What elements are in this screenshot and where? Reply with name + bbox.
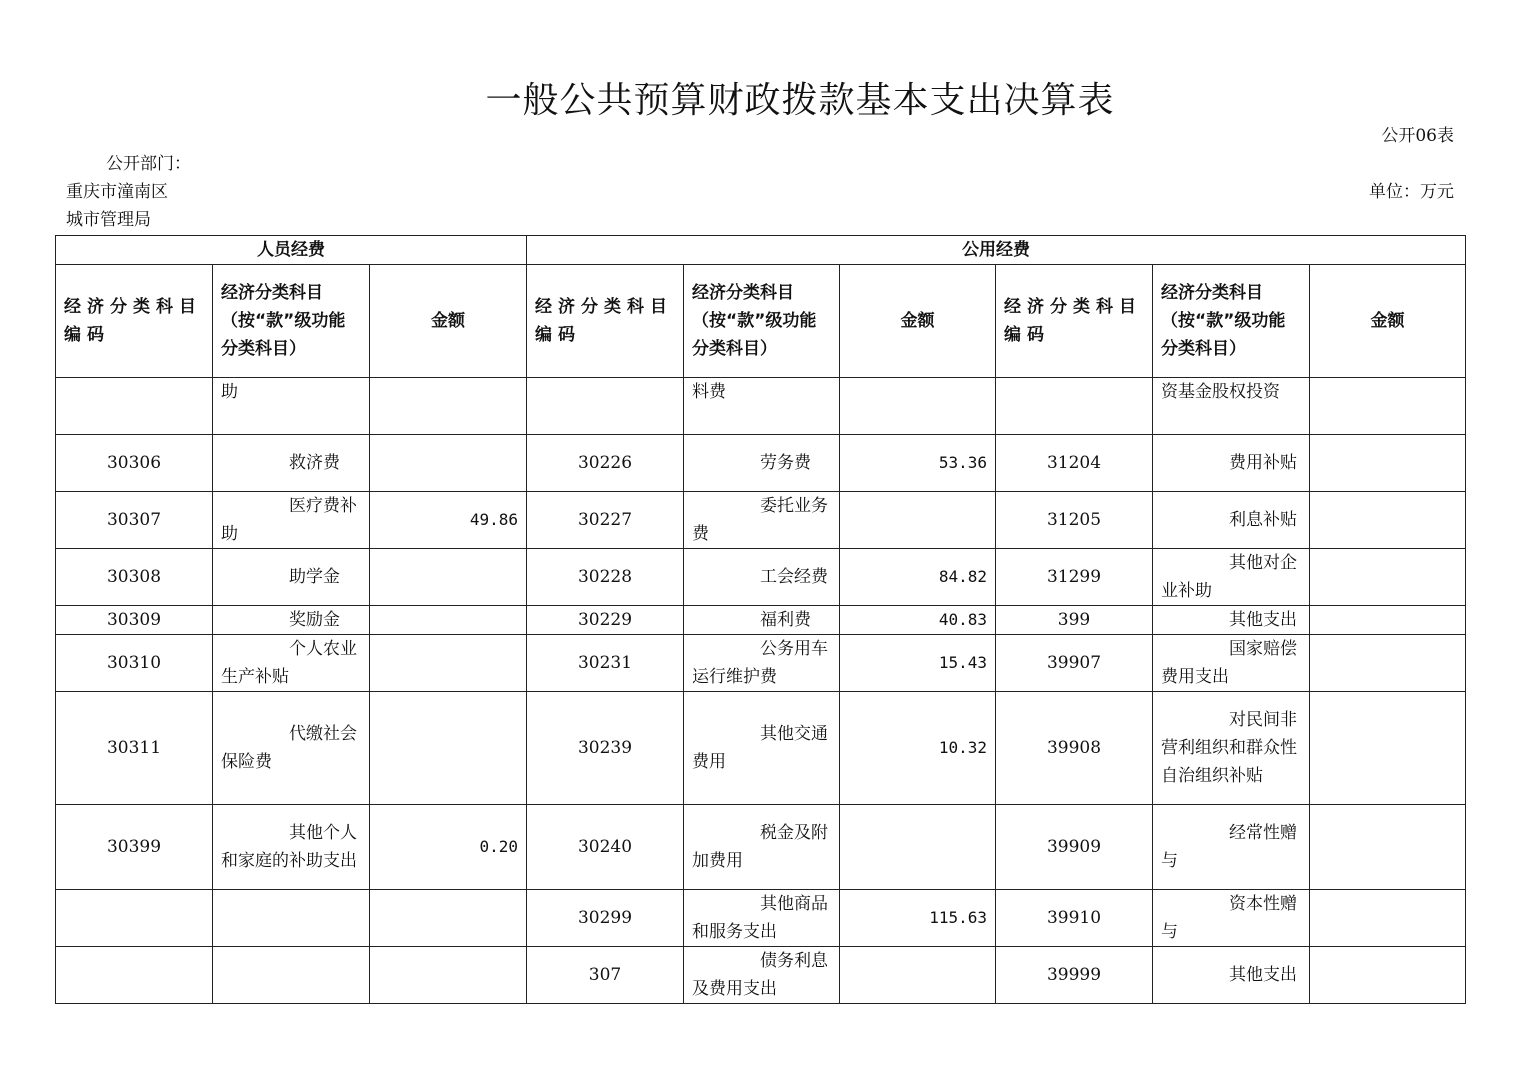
code-cell: 30227 bbox=[527, 492, 684, 549]
name-cell: 其他商品和服务支出 bbox=[684, 890, 840, 947]
amount-cell bbox=[1310, 635, 1466, 692]
code-cell: 39908 bbox=[996, 692, 1153, 805]
amount-cell bbox=[370, 606, 527, 635]
amount-cell bbox=[840, 378, 996, 435]
table-row bbox=[56, 492, 1466, 549]
code-cell: 30311 bbox=[56, 692, 213, 805]
code-cell: 30229 bbox=[527, 606, 684, 635]
amount-cell bbox=[1310, 378, 1466, 435]
amount-cell: 15.43 bbox=[840, 635, 996, 692]
name-cell: 助 bbox=[213, 378, 370, 435]
name-cell: 对民间非营利组织和群众性自治组织补贴 bbox=[1153, 692, 1310, 805]
header-code: 经济分类科目编码 bbox=[56, 265, 213, 378]
table-row bbox=[56, 635, 1466, 692]
amount-cell: 53.36 bbox=[840, 435, 996, 492]
code-cell: 39909 bbox=[996, 805, 1153, 890]
name-cell: 资本性赠与 bbox=[1153, 890, 1310, 947]
header-amount: 金额 bbox=[370, 265, 527, 378]
code-cell: 30309 bbox=[56, 606, 213, 635]
name-cell: 税金及附加费用 bbox=[684, 805, 840, 890]
amount-cell bbox=[1310, 947, 1466, 1004]
amount-cell bbox=[370, 635, 527, 692]
code-cell: 30231 bbox=[527, 635, 684, 692]
name-cell: 经常性赠与 bbox=[1153, 805, 1310, 890]
amount-cell: 10.32 bbox=[840, 692, 996, 805]
code-cell: 31205 bbox=[996, 492, 1153, 549]
code-cell: 30228 bbox=[527, 549, 684, 606]
amount-cell bbox=[840, 492, 996, 549]
amount-cell bbox=[840, 947, 996, 1004]
code-cell: 30240 bbox=[527, 805, 684, 890]
table-row bbox=[56, 947, 1466, 1004]
table-row bbox=[56, 435, 1466, 492]
page-title: 一般公共预算财政拨款基本支出决算表 bbox=[485, 80, 1115, 121]
amount-cell: 40.83 bbox=[840, 606, 996, 635]
amount-cell bbox=[370, 435, 527, 492]
code-cell: 39907 bbox=[996, 635, 1153, 692]
table-row bbox=[56, 549, 1466, 606]
name-cell: 利息补贴 bbox=[1153, 492, 1310, 549]
code-cell bbox=[56, 890, 213, 947]
amount-cell bbox=[840, 805, 996, 890]
code-cell: 31299 bbox=[996, 549, 1153, 606]
code-cell: 39910 bbox=[996, 890, 1153, 947]
code-cell: 39999 bbox=[996, 947, 1153, 1004]
name-cell: 费用补贴 bbox=[1153, 435, 1310, 492]
name-cell: 委托业务费 bbox=[684, 492, 840, 549]
expenditure-table bbox=[55, 235, 1466, 1004]
amount-cell bbox=[370, 549, 527, 606]
name-cell: 医疗费补助 bbox=[213, 492, 370, 549]
amount-cell bbox=[1310, 805, 1466, 890]
name-cell: 福利费 bbox=[684, 606, 840, 635]
amount-cell bbox=[1310, 492, 1466, 549]
name-cell bbox=[213, 890, 370, 947]
code-cell: 30399 bbox=[56, 805, 213, 890]
name-cell: 救济费 bbox=[213, 435, 370, 492]
code-cell: 399 bbox=[996, 606, 1153, 635]
name-cell: 个人农业生产补贴 bbox=[213, 635, 370, 692]
code-cell: 30226 bbox=[527, 435, 684, 492]
table-body bbox=[56, 378, 1466, 1004]
header-name: 经济分类科目（按“款”级功能分类科目） bbox=[684, 265, 840, 378]
unit-label: 单位：万元 bbox=[1369, 182, 1454, 202]
code-cell: 30310 bbox=[56, 635, 213, 692]
code-cell: 307 bbox=[527, 947, 684, 1004]
name-cell: 其他支出 bbox=[1153, 606, 1310, 635]
amount-cell: 115.63 bbox=[840, 890, 996, 947]
amount-cell: 0.20 bbox=[370, 805, 527, 890]
amount-cell bbox=[370, 890, 527, 947]
amount-cell bbox=[1310, 890, 1466, 947]
name-cell: 资基金股权投资 bbox=[1153, 378, 1310, 435]
amount-cell bbox=[1310, 549, 1466, 606]
header-code: 经济分类科目编码 bbox=[996, 265, 1153, 378]
code-cell bbox=[996, 378, 1153, 435]
name-cell: 奖励金 bbox=[213, 606, 370, 635]
amount-cell bbox=[370, 692, 527, 805]
department-label: 公开部门： bbox=[106, 154, 191, 174]
name-cell: 其他个人和家庭的补助支出 bbox=[213, 805, 370, 890]
name-cell: 其他支出 bbox=[1153, 947, 1310, 1004]
table-row bbox=[56, 378, 1466, 435]
code-cell: 30239 bbox=[527, 692, 684, 805]
name-cell: 公务用车运行维护费 bbox=[684, 635, 840, 692]
table-row bbox=[56, 692, 1466, 805]
department-name-line1: 重庆市潼南区 bbox=[66, 182, 168, 202]
name-cell: 其他交通费用 bbox=[684, 692, 840, 805]
name-cell: 其他对企业补助 bbox=[1153, 549, 1310, 606]
name-cell bbox=[213, 947, 370, 1004]
amount-cell bbox=[370, 947, 527, 1004]
amount-cell: 49.86 bbox=[370, 492, 527, 549]
code-cell bbox=[56, 947, 213, 1004]
name-cell: 料费 bbox=[684, 378, 840, 435]
name-cell: 工会经费 bbox=[684, 549, 840, 606]
amount-cell bbox=[1310, 435, 1466, 492]
code-cell: 31204 bbox=[996, 435, 1153, 492]
header-name: 经济分类科目（按“款”级功能分类科目） bbox=[1153, 265, 1310, 378]
amount-cell bbox=[370, 378, 527, 435]
header-code: 经济分类科目编码 bbox=[527, 265, 684, 378]
header-amount: 金额 bbox=[840, 265, 996, 378]
code-cell: 30299 bbox=[527, 890, 684, 947]
header-amount: 金额 bbox=[1310, 265, 1466, 378]
code-cell bbox=[56, 378, 213, 435]
amount-cell bbox=[1310, 606, 1466, 635]
table-number: 公开06表 bbox=[1381, 126, 1454, 146]
name-cell: 助学金 bbox=[213, 549, 370, 606]
table-row bbox=[56, 890, 1466, 947]
amount-cell: 84.82 bbox=[840, 549, 996, 606]
code-cell bbox=[527, 378, 684, 435]
name-cell: 劳务费 bbox=[684, 435, 840, 492]
name-cell: 债务利息及费用支出 bbox=[684, 947, 840, 1004]
code-cell: 30307 bbox=[56, 492, 213, 549]
amount-cell bbox=[1310, 692, 1466, 805]
code-cell: 30306 bbox=[56, 435, 213, 492]
group-public-header: 公用经费 bbox=[527, 236, 1466, 265]
department-name-line2: 城市管理局 bbox=[66, 210, 151, 230]
name-cell: 代缴社会保险费 bbox=[213, 692, 370, 805]
header-name: 经济分类科目（按“款”级功能分类科目） bbox=[213, 265, 370, 378]
table-row bbox=[56, 805, 1466, 890]
table-row bbox=[56, 606, 1466, 635]
code-cell: 30308 bbox=[56, 549, 213, 606]
name-cell: 国家赔偿费用支出 bbox=[1153, 635, 1310, 692]
group-personnel-header: 人员经费 bbox=[56, 236, 527, 265]
